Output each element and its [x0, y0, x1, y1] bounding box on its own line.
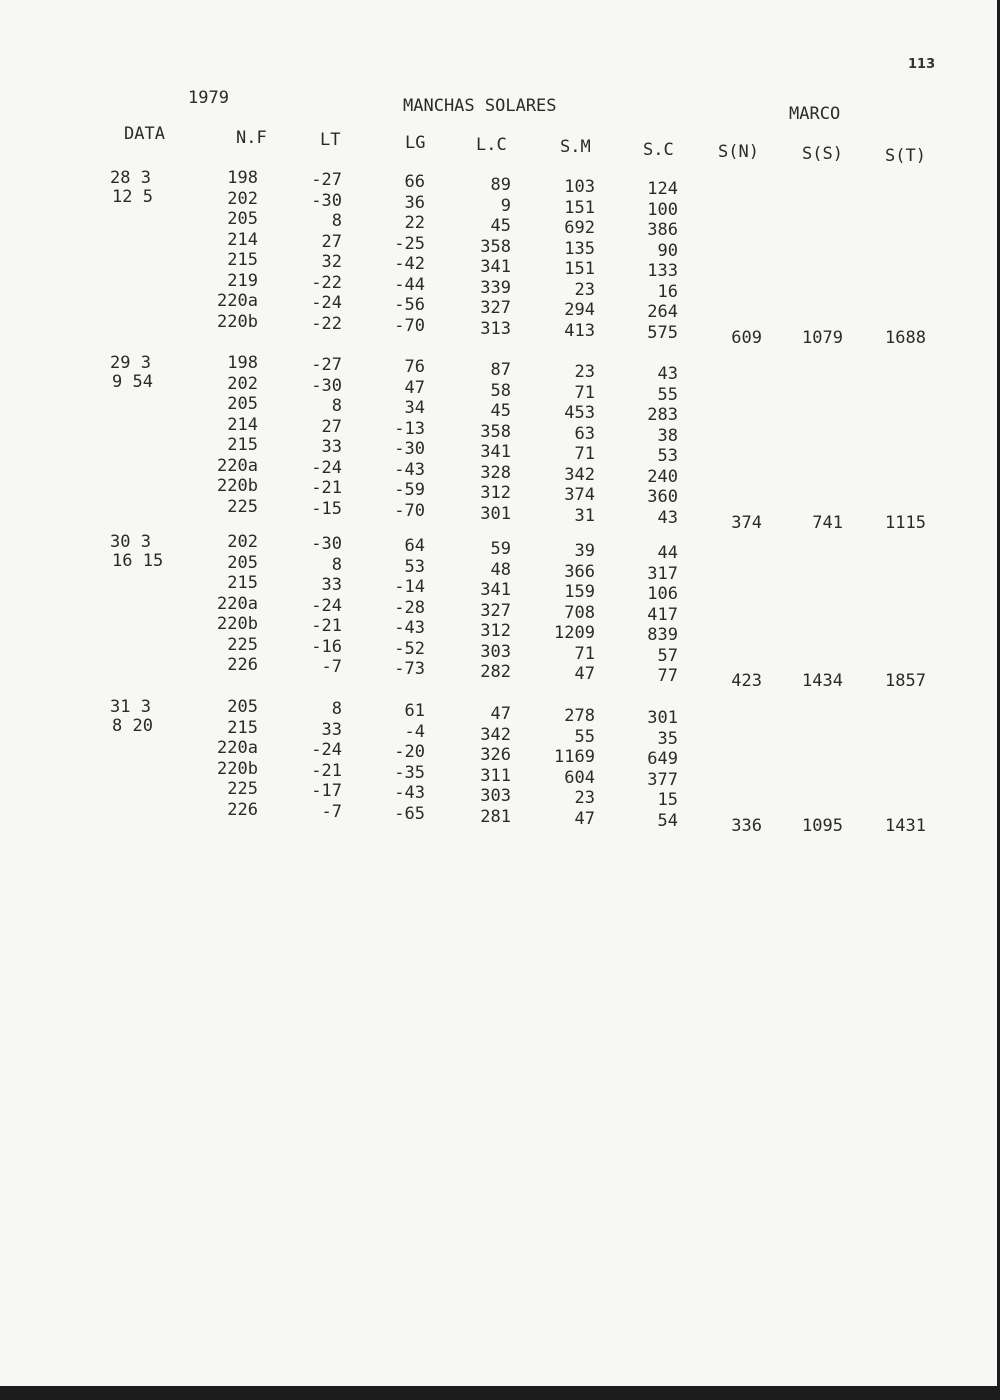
cell-sm: 23 [574, 280, 595, 300]
cell-lt: -7 [321, 802, 342, 822]
cell-sm: 159 [564, 582, 595, 602]
cell-lg: -70 [394, 501, 425, 521]
cell-lt: -7 [321, 657, 342, 677]
cell-lt: -24 [311, 293, 342, 313]
cell-lt: 8 [331, 396, 342, 416]
date-day: 29 3 [110, 353, 151, 373]
cell-sc: 43 [657, 364, 678, 384]
cell-sc: 360 [647, 487, 678, 507]
cell-nf: 226 [227, 800, 258, 820]
cell-lt: 33 [321, 437, 342, 457]
cell-sc: 317 [647, 564, 678, 584]
cell-lt: -24 [311, 596, 342, 616]
cell-lt: -24 [311, 740, 342, 760]
cell-sm: 1169 [554, 747, 595, 767]
page-number: 113 [908, 57, 936, 72]
cell-lc: 358 [480, 237, 511, 257]
date-day: 31 3 [110, 697, 151, 717]
cell-sm: 23 [574, 788, 595, 808]
cell-sm: 31 [574, 506, 595, 526]
cell-sc: 649 [647, 749, 678, 769]
cell-lt: 33 [321, 575, 342, 595]
cell-sc: 417 [647, 605, 678, 625]
cell-lc: 341 [480, 442, 511, 462]
total-sn: 609 [731, 328, 762, 348]
cell-lt: -30 [311, 191, 342, 211]
cell-lg: -44 [394, 275, 425, 295]
column-header-sn: S(N) [718, 142, 759, 162]
cell-sc: 53 [657, 446, 678, 466]
cell-lc: 341 [480, 257, 511, 277]
cell-lg: -20 [394, 742, 425, 762]
date-day: 28 3 [110, 168, 151, 188]
cell-nf: 205 [227, 697, 258, 717]
cell-lg: 36 [404, 193, 425, 213]
scan-edge-bottom [0, 1386, 1000, 1400]
cell-nf: 220b [217, 759, 258, 779]
cell-sm: 63 [574, 424, 595, 444]
cell-nf: 205 [227, 394, 258, 414]
cell-lc: 47 [490, 704, 511, 724]
date-time: 16 15 [112, 551, 164, 571]
cell-nf: 202 [227, 532, 258, 552]
cell-sc: 106 [647, 584, 678, 604]
cell-lc: 339 [480, 278, 511, 298]
cell-sm: 278 [564, 706, 595, 726]
total-sn: 336 [731, 816, 762, 836]
cell-nf: 205 [227, 553, 258, 573]
cell-lt: -17 [311, 781, 342, 801]
cell-lc: 312 [480, 483, 511, 503]
cell-sm: 47 [574, 809, 595, 829]
cell-lt: -22 [311, 273, 342, 293]
column-header-ss: S(S) [802, 144, 843, 164]
cell-lc: 303 [480, 642, 511, 662]
cell-lc: 328 [480, 463, 511, 483]
total-ss: 1434 [802, 671, 843, 691]
cell-sc: 43 [657, 508, 678, 528]
cell-sc: 54 [657, 811, 678, 831]
cell-lc: 282 [480, 662, 511, 682]
cell-lg: -43 [394, 618, 425, 638]
cell-sc: 90 [657, 241, 678, 261]
cell-lg: -4 [404, 722, 425, 742]
cell-sm: 135 [564, 239, 595, 259]
total-ss: 741 [812, 513, 843, 533]
cell-lg: 61 [404, 701, 425, 721]
cell-sm: 151 [564, 198, 595, 218]
cell-lg: -59 [394, 480, 425, 500]
total-st: 1688 [885, 328, 926, 348]
total-sn: 374 [731, 513, 762, 533]
cell-sm: 294 [564, 300, 595, 320]
cell-nf: 226 [227, 655, 258, 675]
cell-nf: 220a [217, 594, 258, 614]
column-header-data: DATA [124, 124, 165, 144]
cell-sc: 240 [647, 467, 678, 487]
cell-lc: 301 [480, 504, 511, 524]
cell-lc: 313 [480, 319, 511, 339]
column-header-lt: LT [320, 130, 341, 150]
total-st: 1431 [885, 816, 926, 836]
cell-lg: -42 [394, 254, 425, 274]
cell-nf: 225 [227, 635, 258, 655]
cell-sm: 453 [564, 403, 595, 423]
cell-nf: 220a [217, 291, 258, 311]
cell-sc: 133 [647, 261, 678, 281]
cell-sm: 47 [574, 664, 595, 684]
cell-lg: 47 [404, 378, 425, 398]
cell-sc: 16 [657, 282, 678, 302]
cell-sm: 374 [564, 485, 595, 505]
cell-lg: -14 [394, 577, 425, 597]
cell-lt: 8 [331, 699, 342, 719]
cell-nf: 215 [227, 718, 258, 738]
date-time: 8 20 [112, 716, 153, 736]
cell-sm: 103 [564, 177, 595, 197]
cell-lt: -21 [311, 616, 342, 636]
cell-lg: 76 [404, 357, 425, 377]
cell-lc: 341 [480, 580, 511, 600]
cell-lc: 327 [480, 298, 511, 318]
cell-sc: 57 [657, 646, 678, 666]
cell-sm: 39 [574, 541, 595, 561]
cell-lc: 281 [480, 807, 511, 827]
cell-sc: 15 [657, 790, 678, 810]
cell-nf: 202 [227, 189, 258, 209]
cell-nf: 214 [227, 230, 258, 250]
cell-nf: 225 [227, 497, 258, 517]
cell-sm: 708 [564, 603, 595, 623]
cell-lc: 303 [480, 786, 511, 806]
cell-lc: 89 [490, 175, 511, 195]
cell-sm: 604 [564, 768, 595, 788]
cell-sc: 35 [657, 729, 678, 749]
cell-sc: 38 [657, 426, 678, 446]
cell-sc: 386 [647, 220, 678, 240]
cell-lt: -16 [311, 637, 342, 657]
cell-lt: 8 [331, 555, 342, 575]
cell-lg: 34 [404, 398, 425, 418]
cell-sc: 55 [657, 385, 678, 405]
cell-sm: 1209 [554, 623, 595, 643]
date-time: 9 54 [112, 372, 153, 392]
cell-sc: 264 [647, 302, 678, 322]
cell-sc: 839 [647, 625, 678, 645]
cell-sc: 283 [647, 405, 678, 425]
date-time: 12 5 [112, 187, 153, 207]
cell-lt: -27 [311, 170, 342, 190]
cell-nf: 214 [227, 415, 258, 435]
cell-lg: -28 [394, 598, 425, 618]
cell-sc: 124 [647, 179, 678, 199]
cell-lc: 45 [490, 401, 511, 421]
cell-sm: 692 [564, 218, 595, 238]
cell-sm: 71 [574, 383, 595, 403]
cell-lg: 64 [404, 536, 425, 556]
total-ss: 1079 [802, 328, 843, 348]
column-header-sm: S.M [560, 137, 591, 157]
cell-lt: -21 [311, 478, 342, 498]
cell-lg: -52 [394, 639, 425, 659]
cell-sc: 77 [657, 666, 678, 686]
cell-lc: 48 [490, 560, 511, 580]
cell-lc: 58 [490, 381, 511, 401]
column-header-st: S(T) [885, 146, 926, 166]
cell-lg: -65 [394, 804, 425, 824]
cell-nf: 220a [217, 738, 258, 758]
month-label: MARCO [789, 104, 841, 124]
cell-lt: 33 [321, 720, 342, 740]
cell-sm: 23 [574, 362, 595, 382]
cell-lg: -13 [394, 419, 425, 439]
cell-lg: 22 [404, 213, 425, 233]
cell-lc: 312 [480, 621, 511, 641]
cell-nf: 220b [217, 614, 258, 634]
cell-lc: 9 [500, 196, 511, 216]
cell-lt: -24 [311, 458, 342, 478]
cell-sm: 151 [564, 259, 595, 279]
cell-lg: 66 [404, 172, 425, 192]
cell-sm: 71 [574, 644, 595, 664]
cell-lc: 342 [480, 725, 511, 745]
cell-lt: -30 [311, 376, 342, 396]
cell-nf: 215 [227, 573, 258, 593]
cell-lt: 32 [321, 252, 342, 272]
cell-sc: 100 [647, 200, 678, 220]
cell-lt: -30 [311, 534, 342, 554]
column-header-sc: S.C [643, 140, 674, 160]
column-header-lc: L.C [476, 135, 507, 155]
cell-lc: 358 [480, 422, 511, 442]
cell-lt: 27 [321, 417, 342, 437]
column-header-nf: N.F [236, 128, 267, 148]
cell-nf: 198 [227, 168, 258, 188]
cell-sc: 301 [647, 708, 678, 728]
cell-lc: 327 [480, 601, 511, 621]
cell-sm: 55 [574, 727, 595, 747]
cell-lg: 53 [404, 557, 425, 577]
cell-lg: -56 [394, 295, 425, 315]
cell-nf: 220a [217, 456, 258, 476]
total-st: 1115 [885, 513, 926, 533]
cell-lg: -35 [394, 763, 425, 783]
total-sn: 423 [731, 671, 762, 691]
cell-sc: 377 [647, 770, 678, 790]
cell-nf: 198 [227, 353, 258, 373]
cell-lt: -27 [311, 355, 342, 375]
cell-lg: -30 [394, 439, 425, 459]
cell-sm: 413 [564, 321, 595, 341]
cell-lg: -73 [394, 659, 425, 679]
cell-sm: 71 [574, 444, 595, 464]
cell-nf: 219 [227, 271, 258, 291]
cell-lg: -70 [394, 316, 425, 336]
cell-nf: 215 [227, 435, 258, 455]
cell-nf: 215 [227, 250, 258, 270]
cell-lc: 326 [480, 745, 511, 765]
cell-nf: 220b [217, 312, 258, 332]
cell-lt: 8 [331, 211, 342, 231]
total-st: 1857 [885, 671, 926, 691]
cell-lg: -43 [394, 783, 425, 803]
cell-nf: 220b [217, 476, 258, 496]
cell-nf: 202 [227, 374, 258, 394]
total-ss: 1095 [802, 816, 843, 836]
cell-lt: 27 [321, 232, 342, 252]
cell-lt: -21 [311, 761, 342, 781]
cell-lt: -15 [311, 499, 342, 519]
cell-lg: -43 [394, 460, 425, 480]
cell-lc: 87 [490, 360, 511, 380]
table-title: MANCHAS SOLARES [403, 96, 557, 116]
cell-lt: -22 [311, 314, 342, 334]
cell-nf: 205 [227, 209, 258, 229]
cell-nf: 225 [227, 779, 258, 799]
column-header-lg: LG [405, 133, 426, 153]
cell-sm: 342 [564, 465, 595, 485]
cell-lg: -25 [394, 234, 425, 254]
cell-lc: 311 [480, 766, 511, 786]
year-label: 1979 [188, 88, 229, 108]
cell-lc: 59 [490, 539, 511, 559]
cell-lc: 45 [490, 216, 511, 236]
cell-sm: 366 [564, 562, 595, 582]
date-day: 30 3 [110, 532, 151, 552]
cell-sc: 44 [657, 543, 678, 563]
cell-sc: 575 [647, 323, 678, 343]
